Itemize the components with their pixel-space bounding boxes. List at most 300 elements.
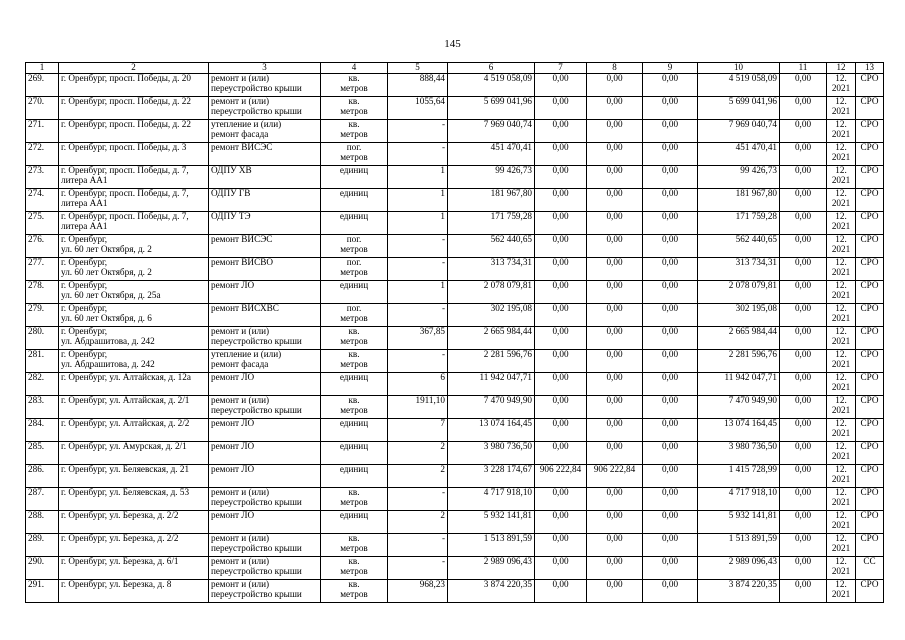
deadline-cell-line: 12. bbox=[835, 418, 847, 428]
address-cell-line: г. Оренбург, bbox=[61, 257, 108, 267]
work-type-cell-line: ремонт ЛО bbox=[211, 372, 255, 382]
column-7-cell: 0,00 bbox=[535, 557, 587, 580]
volume-cell: 6 bbox=[388, 373, 448, 396]
unit-cell-line: единиц bbox=[339, 188, 369, 198]
work-type-cell bbox=[209, 74, 321, 97]
unit-cell bbox=[321, 488, 388, 511]
address-cell bbox=[59, 143, 209, 166]
method-cell: СРО bbox=[856, 258, 884, 281]
volume-cell: 1 bbox=[388, 189, 448, 212]
method-cell: СРО bbox=[856, 327, 884, 350]
column-7-cell: 0,00 bbox=[535, 419, 587, 442]
work-type-cell bbox=[209, 488, 321, 511]
unit-cell-line: метров bbox=[340, 312, 368, 323]
unit-cell-line: метров bbox=[340, 266, 368, 277]
address-cell-line: г. Оренбург, ул. Березка, д. 2/2 bbox=[61, 510, 179, 520]
unit-cell-line: метров bbox=[340, 82, 368, 93]
unit-cell-line: единиц bbox=[339, 372, 369, 382]
address-cell-line: г. Оренбург, bbox=[61, 349, 108, 359]
deadline-cell bbox=[827, 120, 856, 143]
unit-cell bbox=[321, 235, 388, 258]
volume-cell: 1 bbox=[388, 166, 448, 189]
column-8-cell: 0,00 bbox=[587, 557, 643, 580]
column-8-cell: 0,00 bbox=[587, 396, 643, 419]
deadline-cell-line: 2021 bbox=[831, 450, 851, 461]
column-9-cell: 0,00 bbox=[643, 327, 698, 350]
address-cell-line: г. Оренбург, ул. Алтайская, д. 2/2 bbox=[61, 418, 190, 428]
row-number: 271. bbox=[26, 120, 59, 143]
deadline-cell-line: 12. bbox=[835, 372, 847, 382]
address-cell bbox=[59, 74, 209, 97]
volume-cell: 7 bbox=[388, 419, 448, 442]
unit-cell bbox=[321, 350, 388, 373]
column-11-cell: 0,00 bbox=[780, 235, 827, 258]
unit-cell-line: метров bbox=[340, 105, 368, 116]
row-number: 276. bbox=[26, 235, 59, 258]
address-cell-line: г. Оренбург, просп. Победы, д. 20 bbox=[61, 73, 191, 83]
column-10-cell: 7 969 040,74 bbox=[698, 120, 780, 143]
unit-cell bbox=[321, 511, 388, 534]
deadline-cell-line: 2021 bbox=[831, 588, 851, 599]
address-cell bbox=[59, 327, 209, 350]
row-number: 275. bbox=[26, 212, 59, 235]
column-10-cell: 181 967,80 bbox=[698, 189, 780, 212]
column-11-cell: 0,00 bbox=[780, 143, 827, 166]
volume-cell: 1055,64 bbox=[388, 97, 448, 120]
address-cell-line: г. Оренбург, ул. Березка, д. 2/2 bbox=[61, 533, 179, 543]
work-type-cell bbox=[209, 166, 321, 189]
column-10-cell: 99 426,73 bbox=[698, 166, 780, 189]
work-type-cell-line: ремонт и (или) bbox=[211, 533, 270, 543]
column-header: 13 bbox=[856, 63, 884, 74]
column-header: 5 bbox=[388, 63, 448, 74]
deadline-cell bbox=[827, 511, 856, 534]
column-header: 4 bbox=[321, 63, 388, 74]
row-number: 278. bbox=[26, 281, 59, 304]
unit-cell bbox=[321, 465, 388, 488]
total-cost-cell: 3 980 736,50 bbox=[448, 442, 535, 465]
column-10-cell: 2 078 079,81 bbox=[698, 281, 780, 304]
table-row bbox=[26, 143, 884, 166]
unit-cell-line: метров bbox=[340, 335, 368, 346]
address-cell-line: г. Оренбург, bbox=[61, 326, 108, 336]
work-type-cell-line: ремонт ЛО bbox=[211, 510, 255, 520]
unit-cell-line: единиц bbox=[339, 464, 369, 474]
work-type-cell bbox=[209, 258, 321, 281]
address-cell-line: г. Оренбург, просп. Победы, д. 7, bbox=[61, 188, 189, 198]
deadline-cell bbox=[827, 534, 856, 557]
column-9-cell: 0,00 bbox=[643, 74, 698, 97]
work-type-cell bbox=[209, 580, 321, 603]
total-cost-cell: 7 969 040,74 bbox=[448, 120, 535, 143]
table-row bbox=[26, 419, 884, 442]
column-8-cell: 0,00 bbox=[587, 258, 643, 281]
volume-cell: - bbox=[388, 350, 448, 373]
table-row bbox=[26, 235, 884, 258]
deadline-cell-line: 12. bbox=[835, 303, 847, 313]
volume-cell: 888,44 bbox=[388, 74, 448, 97]
deadline-cell-line: 12. bbox=[835, 510, 847, 520]
address-cell-line: г. Оренбург, ул. Березка, д. 8 bbox=[61, 579, 172, 589]
column-10-cell: 2 665 984,44 bbox=[698, 327, 780, 350]
total-cost-cell: 562 440,65 bbox=[448, 235, 535, 258]
unit-cell bbox=[321, 166, 388, 189]
work-type-cell bbox=[209, 396, 321, 419]
table-row bbox=[26, 557, 884, 580]
address-cell-line: ул. 60 лет Октября, д. 6 bbox=[61, 312, 152, 323]
total-cost-cell: 171 759,28 bbox=[448, 212, 535, 235]
address-cell bbox=[59, 212, 209, 235]
work-type-cell bbox=[209, 120, 321, 143]
work-type-cell-line: ОДПУ ТЭ bbox=[211, 211, 251, 221]
column-8-cell: 0,00 bbox=[587, 419, 643, 442]
method-cell: СРО bbox=[856, 373, 884, 396]
work-type-cell bbox=[209, 212, 321, 235]
column-8-cell: 0,00 bbox=[587, 327, 643, 350]
table-row bbox=[26, 488, 884, 511]
total-cost-cell: 302 195,08 bbox=[448, 304, 535, 327]
column-8-cell: 0,00 bbox=[587, 281, 643, 304]
deadline-cell-line: 2021 bbox=[831, 220, 851, 231]
deadline-cell bbox=[827, 465, 856, 488]
column-9-cell: 0,00 bbox=[643, 419, 698, 442]
volume-cell: - bbox=[388, 235, 448, 258]
total-cost-cell: 4 519 058,09 bbox=[448, 74, 535, 97]
column-7-cell: 0,00 bbox=[535, 235, 587, 258]
deadline-cell bbox=[827, 143, 856, 166]
row-number: 279. bbox=[26, 304, 59, 327]
column-8-cell: 0,00 bbox=[587, 166, 643, 189]
unit-cell bbox=[321, 373, 388, 396]
capital-repair-table bbox=[25, 62, 884, 603]
column-7-cell: 0,00 bbox=[535, 97, 587, 120]
address-cell bbox=[59, 258, 209, 281]
column-8-cell: 0,00 bbox=[587, 143, 643, 166]
work-type-cell-line: утепление и (или) bbox=[211, 349, 282, 359]
row-number: 283. bbox=[26, 396, 59, 419]
deadline-cell-line: 2021 bbox=[831, 404, 851, 415]
column-7-cell: 0,00 bbox=[535, 488, 587, 511]
work-type-cell-line: ремонт и (или) bbox=[211, 73, 270, 83]
column-10-cell: 5 699 041,96 bbox=[698, 97, 780, 120]
work-type-cell bbox=[209, 97, 321, 120]
method-cell: СРО bbox=[856, 396, 884, 419]
column-7-cell: 0,00 bbox=[535, 511, 587, 534]
deadline-cell bbox=[827, 580, 856, 603]
volume-cell: 968,23 bbox=[388, 580, 448, 603]
work-type-cell-line: ремонт ЛО bbox=[211, 441, 255, 451]
deadline-cell-line: 2021 bbox=[831, 243, 851, 254]
method-cell: СРО bbox=[856, 235, 884, 258]
deadline-cell-line: 12. bbox=[835, 326, 847, 336]
table-row bbox=[26, 396, 884, 419]
work-type-cell-line: ремонт и (или) bbox=[211, 579, 270, 589]
column-9-cell: 0,00 bbox=[643, 120, 698, 143]
unit-cell bbox=[321, 258, 388, 281]
work-type-cell-line: переустройство крыши bbox=[211, 105, 302, 116]
work-type-cell bbox=[209, 235, 321, 258]
column-8-cell: 0,00 bbox=[587, 189, 643, 212]
column-10-cell: 3 874 220,35 bbox=[698, 580, 780, 603]
deadline-cell-line: 2021 bbox=[831, 565, 851, 576]
row-number: 286. bbox=[26, 465, 59, 488]
column-10-cell: 4 519 058,09 bbox=[698, 74, 780, 97]
work-type-cell bbox=[209, 373, 321, 396]
method-cell: СРО bbox=[856, 580, 884, 603]
column-7-cell: 0,00 bbox=[535, 327, 587, 350]
column-11-cell: 0,00 bbox=[780, 350, 827, 373]
address-cell-line: литера АА1 bbox=[61, 197, 108, 208]
work-type-cell-line: утепление и (или) bbox=[211, 119, 282, 129]
deadline-cell bbox=[827, 189, 856, 212]
column-11-cell: 0,00 bbox=[780, 534, 827, 557]
page-number: 145 bbox=[444, 38, 461, 50]
column-8-cell: 0,00 bbox=[587, 373, 643, 396]
unit-cell bbox=[321, 557, 388, 580]
volume-cell: 367,85 bbox=[388, 327, 448, 350]
unit-cell-line: единиц bbox=[339, 510, 369, 520]
work-type-cell bbox=[209, 189, 321, 212]
deadline-cell-line: 2021 bbox=[831, 105, 851, 116]
column-8-cell: 0,00 bbox=[587, 580, 643, 603]
unit-cell-line: метров bbox=[340, 542, 368, 553]
column-11-cell: 0,00 bbox=[780, 327, 827, 350]
column-9-cell: 0,00 bbox=[643, 235, 698, 258]
deadline-cell-line: 12. bbox=[835, 395, 847, 405]
volume-cell: - bbox=[388, 488, 448, 511]
total-cost-cell: 3 874 220,35 bbox=[448, 580, 535, 603]
work-type-cell-line: ОДПУ ГВ bbox=[211, 188, 251, 198]
deadline-cell-line: 12. bbox=[835, 188, 847, 198]
method-cell: СРО bbox=[856, 166, 884, 189]
column-11-cell: 0,00 bbox=[780, 580, 827, 603]
total-cost-cell: 5 932 141,81 bbox=[448, 511, 535, 534]
table-row bbox=[26, 511, 884, 534]
deadline-cell-line: 12. bbox=[835, 234, 847, 244]
column-header: 11 bbox=[780, 63, 827, 74]
column-11-cell: 0,00 bbox=[780, 304, 827, 327]
volume-cell: - bbox=[388, 304, 448, 327]
table-row bbox=[26, 350, 884, 373]
deadline-cell-line: 2021 bbox=[831, 358, 851, 369]
work-type-cell bbox=[209, 281, 321, 304]
column-7-cell: 0,00 bbox=[535, 120, 587, 143]
volume-cell: 1 bbox=[388, 212, 448, 235]
deadline-cell bbox=[827, 97, 856, 120]
column-11-cell: 0,00 bbox=[780, 189, 827, 212]
unit-cell-line: кв. bbox=[348, 73, 360, 83]
work-type-cell-line: ремонт и (или) bbox=[211, 96, 270, 106]
work-type-cell-line: ремонт фасада bbox=[211, 128, 269, 139]
row-number: 274. bbox=[26, 189, 59, 212]
table-row bbox=[26, 373, 884, 396]
address-cell bbox=[59, 235, 209, 258]
column-11-cell: 0,00 bbox=[780, 557, 827, 580]
column-10-cell: 2 281 596,76 bbox=[698, 350, 780, 373]
work-type-cell-line: ремонт ВИСВО bbox=[211, 257, 273, 267]
table-row bbox=[26, 281, 884, 304]
address-cell bbox=[59, 373, 209, 396]
work-type-cell-line: переустройство крыши bbox=[211, 496, 302, 507]
row-number: 272. bbox=[26, 143, 59, 166]
address-cell bbox=[59, 488, 209, 511]
total-cost-cell: 11 942 047,71 bbox=[448, 373, 535, 396]
column-7-cell: 0,00 bbox=[535, 350, 587, 373]
address-cell bbox=[59, 166, 209, 189]
method-cell: СРО bbox=[856, 281, 884, 304]
address-cell-line: г. Оренбург, ул. Беляевская, д. 53 bbox=[61, 487, 190, 497]
deadline-cell-line: 2021 bbox=[831, 381, 851, 392]
column-8-cell: 0,00 bbox=[587, 511, 643, 534]
deadline-cell-line: 2021 bbox=[831, 473, 851, 484]
address-cell bbox=[59, 465, 209, 488]
unit-cell-line: кв. bbox=[348, 326, 360, 336]
deadline-cell-line: 2021 bbox=[831, 197, 851, 208]
unit-cell-line: метров bbox=[340, 243, 368, 254]
column-9-cell: 0,00 bbox=[643, 534, 698, 557]
column-9-cell: 0,00 bbox=[643, 212, 698, 235]
column-7-cell: 0,00 bbox=[535, 258, 587, 281]
column-11-cell: 0,00 bbox=[780, 511, 827, 534]
deadline-cell-line: 2021 bbox=[831, 335, 851, 346]
address-cell bbox=[59, 511, 209, 534]
work-type-cell bbox=[209, 304, 321, 327]
unit-cell-line: кв. bbox=[348, 96, 360, 106]
column-header: 7 bbox=[535, 63, 587, 74]
table-row bbox=[26, 97, 884, 120]
address-cell bbox=[59, 120, 209, 143]
address-cell-line: г. Оренбург, ул. Амурская, д. 2/1 bbox=[61, 441, 187, 451]
column-10-cell: 5 932 141,81 bbox=[698, 511, 780, 534]
deadline-cell bbox=[827, 373, 856, 396]
work-type-cell-line: ремонт фасада bbox=[211, 358, 269, 369]
address-cell-line: г. Оренбург, ул. Беляевская, д. 21 bbox=[61, 464, 190, 474]
column-number-row bbox=[26, 63, 884, 74]
method-cell: СРО bbox=[856, 143, 884, 166]
deadline-cell bbox=[827, 74, 856, 97]
work-type-cell bbox=[209, 327, 321, 350]
column-10-cell: 4 717 918,10 bbox=[698, 488, 780, 511]
unit-cell-line: единиц bbox=[339, 211, 369, 221]
deadline-cell-line: 2021 bbox=[831, 289, 851, 300]
column-10-cell: 562 440,65 bbox=[698, 235, 780, 258]
address-cell-line: г. Оренбург, bbox=[61, 234, 108, 244]
deadline-cell-line: 2021 bbox=[831, 519, 851, 530]
row-number: 287. bbox=[26, 488, 59, 511]
column-9-cell: 0,00 bbox=[643, 304, 698, 327]
unit-cell-line: метров bbox=[340, 496, 368, 507]
work-type-cell bbox=[209, 511, 321, 534]
address-cell-line: г. Оренбург, просп. Победы, д. 3 bbox=[61, 142, 187, 152]
column-header: 9 bbox=[643, 63, 698, 74]
column-9-cell: 0,00 bbox=[643, 488, 698, 511]
unit-cell-line: пог. bbox=[346, 257, 362, 267]
method-cell: СРО bbox=[856, 534, 884, 557]
column-9-cell: 0,00 bbox=[643, 465, 698, 488]
deadline-cell-line: 12. bbox=[835, 556, 847, 566]
deadline-cell bbox=[827, 419, 856, 442]
work-type-cell bbox=[209, 419, 321, 442]
method-cell: СРО bbox=[856, 120, 884, 143]
column-8-cell: 0,00 bbox=[587, 74, 643, 97]
unit-cell-line: единиц bbox=[339, 165, 369, 175]
deadline-cell bbox=[827, 327, 856, 350]
deadline-cell-line: 12. bbox=[835, 280, 847, 290]
unit-cell bbox=[321, 212, 388, 235]
deadline-cell-line: 12. bbox=[835, 119, 847, 129]
deadline-cell bbox=[827, 258, 856, 281]
table-row bbox=[26, 120, 884, 143]
column-9-cell: 0,00 bbox=[643, 557, 698, 580]
total-cost-cell: 3 228 174,67 bbox=[448, 465, 535, 488]
address-cell-line: г. Оренбург, просп. Победы, д. 22 bbox=[61, 96, 191, 106]
total-cost-cell: 2 665 984,44 bbox=[448, 327, 535, 350]
work-type-cell-line: переустройство крыши bbox=[211, 542, 302, 553]
work-type-cell-line: переустройство крыши bbox=[211, 82, 302, 93]
address-cell bbox=[59, 580, 209, 603]
column-9-cell: 0,00 bbox=[643, 442, 698, 465]
table-row bbox=[26, 327, 884, 350]
table-row bbox=[26, 465, 884, 488]
table-row bbox=[26, 166, 884, 189]
column-8-cell: 0,00 bbox=[587, 350, 643, 373]
unit-cell bbox=[321, 281, 388, 304]
deadline-cell bbox=[827, 557, 856, 580]
address-cell bbox=[59, 396, 209, 419]
deadline-cell-line: 12. bbox=[835, 73, 847, 83]
method-cell: СС bbox=[856, 557, 884, 580]
column-header: 3 bbox=[209, 63, 321, 74]
row-number: 284. bbox=[26, 419, 59, 442]
method-cell: СРО bbox=[856, 488, 884, 511]
work-type-cell-line: переустройство крыши bbox=[211, 404, 302, 415]
address-cell-line: г. Оренбург, ул. Алтайская, д. 2/1 bbox=[61, 395, 190, 405]
address-cell bbox=[59, 442, 209, 465]
column-8-cell: 0,00 bbox=[587, 97, 643, 120]
volume-cell: 1 bbox=[388, 281, 448, 304]
column-10-cell: 3 980 736,50 bbox=[698, 442, 780, 465]
unit-cell-line: кв. bbox=[348, 556, 360, 566]
column-10-cell: 7 470 949,90 bbox=[698, 396, 780, 419]
row-number: 270. bbox=[26, 97, 59, 120]
column-11-cell: 0,00 bbox=[780, 419, 827, 442]
deadline-cell-line: 12. bbox=[835, 464, 847, 474]
deadline-cell bbox=[827, 488, 856, 511]
address-cell-line: ул. 60 лет Октября, д. 25а bbox=[61, 289, 161, 300]
work-type-cell bbox=[209, 143, 321, 166]
address-cell-line: г. Оренбург, bbox=[61, 303, 108, 313]
volume-cell: - bbox=[388, 534, 448, 557]
address-cell-line: ул. Абдрашитова, д. 242 bbox=[61, 335, 155, 346]
total-cost-cell: 2 078 079,81 bbox=[448, 281, 535, 304]
column-8-cell: 0,00 bbox=[587, 212, 643, 235]
volume-cell: 2 bbox=[388, 511, 448, 534]
row-number: 269. bbox=[26, 74, 59, 97]
work-type-cell-line: ремонт ЛО bbox=[211, 418, 255, 428]
work-type-cell-line: переустройство крыши bbox=[211, 588, 302, 599]
work-type-cell-line: ремонт ЛО bbox=[211, 280, 255, 290]
column-7-cell: 0,00 bbox=[535, 189, 587, 212]
work-type-cell bbox=[209, 465, 321, 488]
column-7-cell: 0,00 bbox=[535, 396, 587, 419]
deadline-cell-line: 2021 bbox=[831, 151, 851, 162]
column-9-cell: 0,00 bbox=[643, 143, 698, 166]
column-8-cell: 0,00 bbox=[587, 235, 643, 258]
deadline-cell bbox=[827, 350, 856, 373]
column-7-cell: 0,00 bbox=[535, 534, 587, 557]
column-8-cell: 0,00 bbox=[587, 534, 643, 557]
total-cost-cell: 13 074 164,45 bbox=[448, 419, 535, 442]
